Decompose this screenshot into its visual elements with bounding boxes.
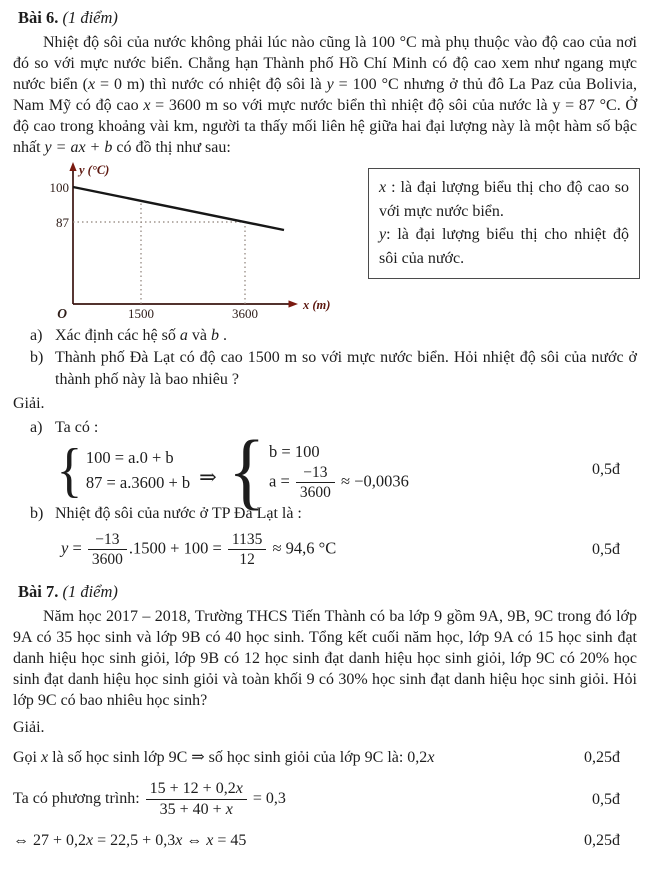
bai7-solution-heading: Giải. bbox=[13, 719, 45, 737]
implies-arrow: ⇒ bbox=[199, 464, 217, 489]
eqb-rhs: ≈ 94,6 °C bbox=[268, 538, 337, 558]
system-left: { 100 = a.0 + b 87 = a.3600 + b bbox=[56, 437, 191, 504]
bai6-points: (1 điểm) bbox=[58, 8, 118, 27]
system-left-line2: 87 = a.3600 + b bbox=[85, 473, 191, 493]
solution-b-equation bbox=[13, 531, 637, 569]
bai7-step1 bbox=[13, 746, 637, 770]
system-left-lines bbox=[86, 445, 190, 495]
score-badge: 0,25đ bbox=[584, 749, 620, 767]
question-b bbox=[30, 347, 637, 391]
fraction-result bbox=[228, 531, 266, 569]
boiling-point-chart bbox=[41, 161, 386, 323]
bai7-title: Bài 7. bbox=[18, 582, 59, 602]
eqb-mid: .1500 + 100 = bbox=[128, 538, 226, 558]
data-line bbox=[73, 187, 284, 230]
step2-equation bbox=[13, 780, 286, 819]
question-a-text: Xác định các hệ số a và b . bbox=[55, 327, 227, 344]
bai6-problem-paragraph: Nhiệt độ sôi của nước không phải lúc nào cũng là 100 °C mà phụ thuộc vào độ cao của nơi đó so với mực nước biển. Chẳng hạn Thành phố Hồ Chí Minh có độ cao xem như ngang mực nước biển (x = 0 m) thì nước có nhiệt độ sôi là y = 100 °C nhưng ở thủ đô La Paz của Bolivia, Nam Mỹ có độ cao x = 3600 m so với mực nước biển thì nhiệt độ sôi của nước là y = 87 °C. Ở độ cao trong khoảng vài km, người ta thấy mối liên hệ giữa hai đại lượng này là một hàm số bậc nhất y = ax + b có đồ thị như sau: bbox=[13, 34, 638, 156]
system-right-line1: b = 100 bbox=[269, 442, 320, 461]
fraction-a-numerator: −13 bbox=[303, 464, 328, 481]
fraction-slope bbox=[88, 531, 127, 569]
note-line-y: y: là đại lượng biểu thị cho nhiệt độ sôi của nước. bbox=[379, 226, 629, 267]
a-approx: ≈ −0,0036 bbox=[336, 471, 409, 491]
step1-text: Gọi x là số học sinh lớp 9C ⇒ số học sinh giỏi của lớp 9C là: 0,2x bbox=[13, 749, 435, 767]
bai7-points: (1 điểm) bbox=[58, 582, 118, 602]
fraction-slope-numerator: −13 bbox=[95, 530, 120, 548]
fraction-result-denominator: 12 bbox=[228, 549, 266, 568]
bai7-step3 bbox=[13, 829, 637, 853]
fraction-a bbox=[296, 464, 335, 502]
solution-b-label: b) bbox=[30, 504, 44, 522]
eqb-lhs: y = bbox=[61, 538, 86, 558]
bai7-problem-paragraph: Năm học 2017 – 2018, Trường THCS Tiến Thành có ba lớp 9 gồm 9A, 9B, 9C trong đó lớp 9A có 35 học sinh và lớp 9B có 40 học sinh. Tổng kết cuối năm học, lớp 9A có 15 học sinh đạt danh hiệu học sinh giỏi, lớp 9B có 12 học sinh đạt danh hiệu học sinh giỏi, lớp 9C có 20% học sinh đạt danh hiệu học sinh giỏi và toàn khối 9 có 30% học sinh đạt danh hiệu học sinh giỏi. Hỏi lớp 9C có bao nhiêu học sinh? bbox=[13, 608, 637, 710]
bai7-step2 bbox=[13, 780, 637, 819]
fraction-a-denominator: 3600 bbox=[296, 482, 335, 501]
section-bai6 bbox=[13, 8, 637, 568]
score-badge: 0,5đ bbox=[592, 790, 620, 808]
step2-rhs: = 0,3 bbox=[248, 790, 286, 808]
step2-prefix: Ta có phương trình: bbox=[13, 790, 144, 808]
bai6-figure bbox=[13, 161, 637, 321]
bai7-heading bbox=[18, 582, 637, 602]
solution-a-text: Ta có : bbox=[55, 419, 99, 436]
section-bai7 bbox=[13, 582, 637, 853]
equation-b bbox=[61, 531, 336, 569]
fraction-ratio bbox=[146, 780, 247, 819]
solution-b-text: Nhiệt độ sôi của nước ở TP Đà Lạt là : bbox=[55, 504, 302, 522]
step3-text: ⇔ 27 + 0,2x = 22,5 + 0,3x ⇔ x = 45 bbox=[13, 832, 247, 850]
x-axis-arrow-icon bbox=[289, 300, 299, 307]
bai6-solution-heading: Giải. bbox=[13, 395, 45, 412]
bai6-title: Bài 6. bbox=[18, 8, 59, 27]
y-tick-100: 100 bbox=[49, 180, 69, 195]
bai6-heading bbox=[18, 8, 637, 28]
variable-note-box bbox=[368, 168, 640, 279]
fraction-slope-denominator: 3600 bbox=[88, 549, 127, 568]
score-badge: 0,5đ bbox=[592, 540, 620, 558]
system-left-line1: 100 = a.0 + b bbox=[85, 448, 174, 468]
solution-a-label: a) bbox=[30, 419, 43, 436]
solution-b-intro bbox=[30, 503, 637, 525]
solution-a-intro bbox=[30, 417, 637, 439]
x-axis-label: x (m) bbox=[303, 298, 331, 312]
x-tick-1500: 1500 bbox=[128, 306, 154, 321]
question-a-label: a) bbox=[30, 327, 43, 344]
x-tick-3600: 3600 bbox=[232, 306, 258, 321]
system-right-lines bbox=[269, 439, 409, 502]
y-tick-87: 87 bbox=[56, 215, 69, 230]
fraction-result-numerator: 1135 bbox=[231, 530, 263, 548]
y-axis-arrow-icon bbox=[69, 162, 76, 171]
score-badge: 0,5đ bbox=[592, 461, 620, 479]
fraction-ratio-numerator: 15 + 12 + 0,2x bbox=[149, 780, 243, 798]
note-line-x: x : là đại lượng biểu thị cho độ cao so với mực nước biển. bbox=[379, 179, 629, 220]
origin-label: O bbox=[57, 306, 67, 321]
system-right: { b = 100 a = $\frac{-13}{3600}$ ≈ −0,0036 bbox=[227, 422, 409, 519]
question-a bbox=[30, 325, 637, 347]
question-b-label: b) bbox=[30, 349, 44, 366]
fraction-ratio-denominator: 35 + 40 + x bbox=[146, 799, 247, 819]
score-badge: 0,25đ bbox=[584, 832, 620, 850]
a-equals: a = bbox=[269, 471, 294, 491]
system-right-line2 bbox=[269, 464, 409, 502]
question-b-text: Thành phố Đà Lạt có độ cao 1500 m so với mực nước biển. Hỏi nhiệt độ sôi của nước ở thành phố này là bao nhiêu ? bbox=[55, 349, 637, 388]
y-axis-label: y (°C) bbox=[79, 163, 110, 177]
